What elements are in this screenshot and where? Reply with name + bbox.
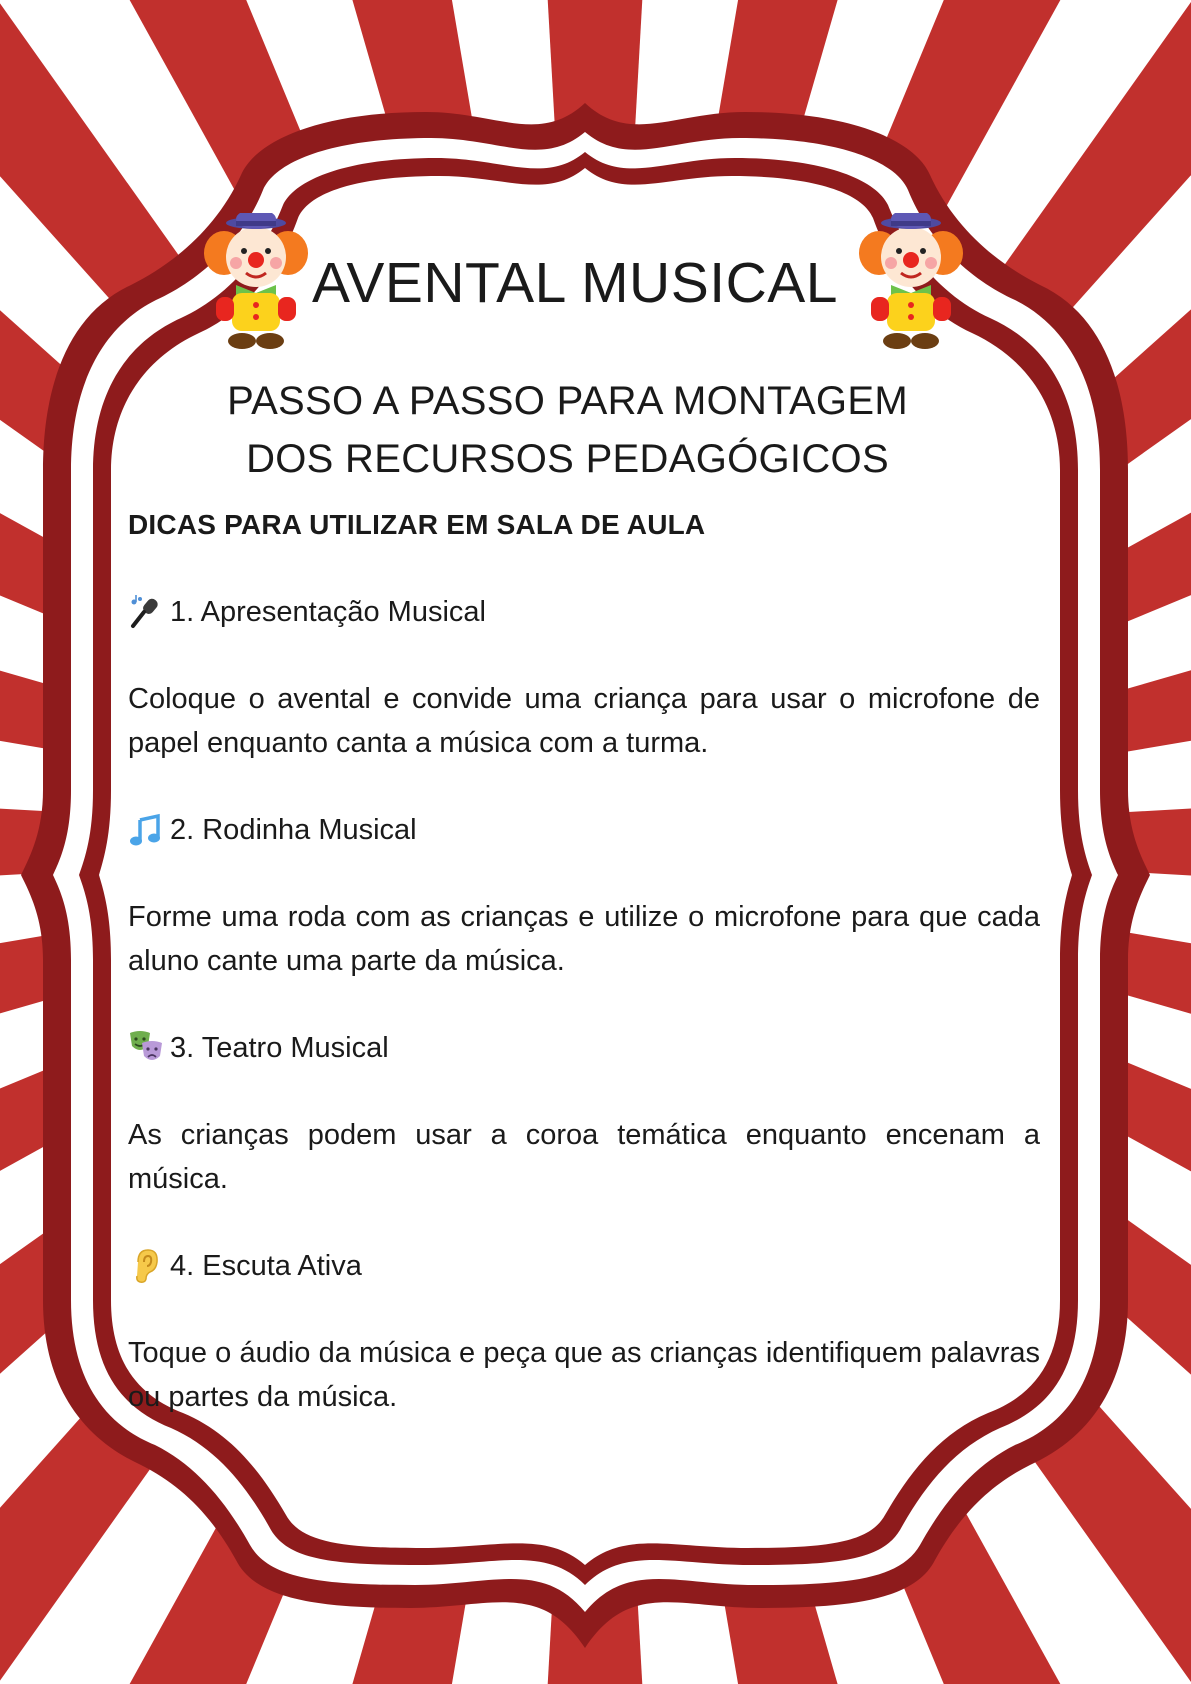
tip-title-text: 2. Rodinha Musical bbox=[170, 814, 417, 846]
tips-section bbox=[128, 503, 1040, 1462]
ear-icon bbox=[128, 1248, 164, 1284]
microphone-icon bbox=[128, 594, 164, 630]
tip-title bbox=[128, 808, 1040, 852]
subtitle-line: DOS RECURSOS PEDAGÓGICOS bbox=[246, 437, 889, 481]
tip-title-text: 1. Apresentação Musical bbox=[170, 596, 486, 628]
music-note-icon bbox=[128, 812, 164, 848]
tips-heading: DICAS PARA UTILIZAR EM SALA DE AULA bbox=[128, 509, 706, 540]
tip-description: Coloque o avental e convide uma criança para usar o microfone de papel enquanto canta a música com a turma. bbox=[128, 683, 1040, 759]
clown-icon bbox=[857, 213, 965, 353]
tip-description: Toque o áudio da música e peça que as crianças identifiquem palavras ou partes da música. bbox=[128, 1337, 1040, 1413]
tip-title bbox=[128, 590, 1040, 634]
tip-title bbox=[128, 1244, 1040, 1288]
page-title: AVENTAL MUSICAL bbox=[312, 251, 838, 315]
tip-description: As crianças podem usar a coroa temática enquanto encenam a música. bbox=[128, 1119, 1040, 1195]
tip-title-text: 3. Teatro Musical bbox=[170, 1032, 389, 1064]
tip-description: Forme uma roda com as crianças e utilize o microfone para que cada aluno cante uma parte da música. bbox=[128, 901, 1040, 977]
page-subtitle bbox=[150, 372, 985, 488]
subtitle-line: PASSO A PASSO PARA MONTAGEM bbox=[227, 379, 908, 423]
tip-title bbox=[128, 1026, 1040, 1070]
tip-title-text: 4. Escuta Ativa bbox=[170, 1250, 362, 1282]
theater-masks-icon bbox=[128, 1030, 164, 1066]
